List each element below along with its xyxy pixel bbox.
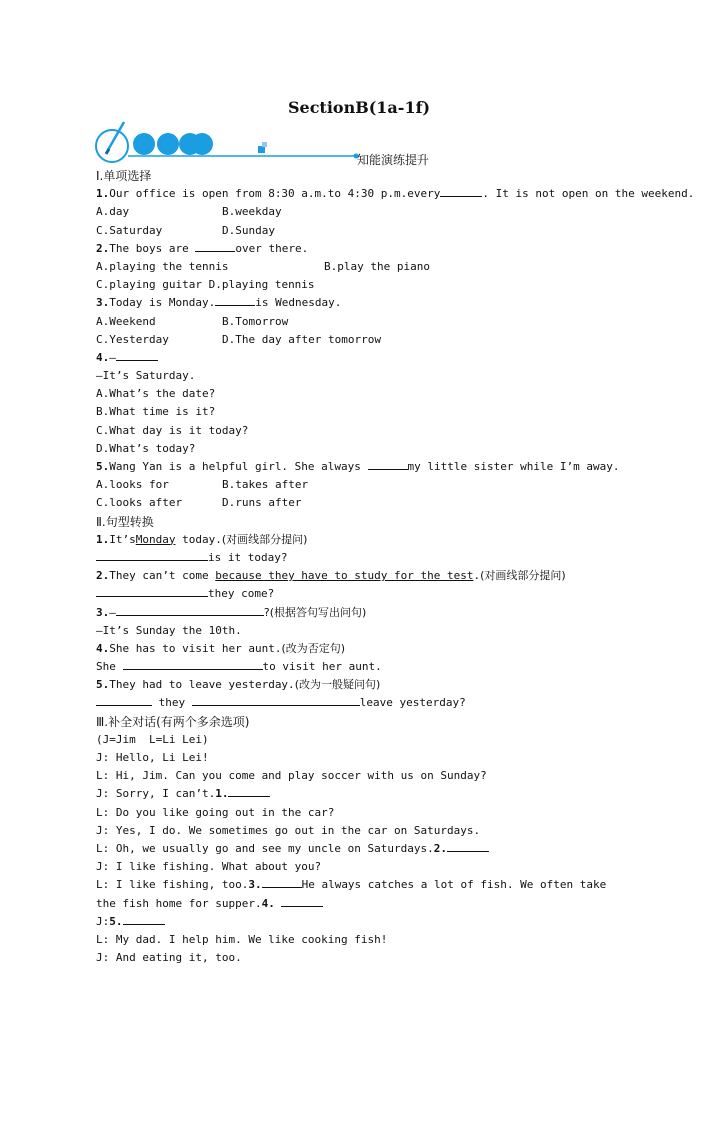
q4-option-b: B.What time is it? [96,405,216,419]
q4-option-c: C.What day is it today? [96,423,249,437]
t2-stem [96,567,620,585]
t3-dash: — [109,605,116,619]
dialogue-blank-2-number: 2. [433,841,448,855]
t5-mid: they [152,696,192,710]
q4-reply: —It’s Saturday. [96,369,196,383]
q2-option-d: D.playing tennis [208,278,315,292]
q3-number: 3. [96,296,110,310]
t2-answer-text: they come? [208,587,275,601]
t5-stem [96,676,620,694]
q1-option-c: C.Saturday [96,223,163,237]
t3-reply: —It’s Sunday the 10th. [96,623,242,637]
q5-option-b: B.takes after [222,478,309,492]
dialogue-line-8-text-b: He always catches a lot of fish. We often take the fish home for supper. [96,878,607,910]
q4-number: 4. [96,350,110,364]
t1-number: 1. [96,532,110,546]
q3-stem [96,294,620,312]
q4-option-d: D.What’s today? [96,441,196,455]
dialogue-blank-2[interactable] [447,840,489,852]
q4-stem [96,349,620,367]
q1-text-a: Our office is open from 8:30 a.m.to 4:30 p.m.every [109,187,441,201]
banner-label: 知能演练提升 [357,153,430,167]
banner-dot-2 [157,133,179,155]
t1-answer-text: is it today? [208,550,288,564]
section-3-heading: Ⅲ.补全对话(有两个多余选项) [96,714,250,729]
dialogue-line-8-text-a: L: I like fishing, too. [96,878,249,892]
dialogue-blank-3[interactable] [262,876,302,888]
dialogue-line-9-text: J: [96,914,110,928]
t1-stem [96,531,620,549]
q1-option-d: D.Sunday [222,223,275,237]
dialogue-line-3-text: J: Sorry, I can’t. [96,787,216,801]
dialogue-line-2: L: Hi, Jim. Can you come and play soccer with us on Sunday? [96,769,487,783]
dialogue-blank-1[interactable] [228,785,270,797]
t1-hint: (对画线部分提问) [221,532,308,546]
banner-square-a [258,146,265,153]
q4-dash: — [109,350,116,364]
q5-option-c: C.looks after [96,496,183,510]
dialogue-line-11: J: And eating it, too. [96,951,242,965]
t5-blank-a[interactable] [96,694,152,706]
q5-options-cd [96,494,620,512]
t2-blank[interactable] [96,585,208,597]
t3-hint: ?(根据答句写出问句) [263,605,367,619]
q1-text-b: . It is not open on the weekend. [482,187,695,201]
banner-square-b [262,142,267,147]
t4-pre: She [96,660,123,674]
t2-number: 2. [96,569,110,583]
t3-number: 3. [96,605,110,619]
page-title: SectionB(1a-1f) [287,98,431,117]
dialogue-blank-3-number: 3. [248,878,262,892]
t4-stem [96,640,620,658]
t4-number: 4. [96,641,110,655]
t4-answer-line [96,658,620,676]
q2-option-c: C.playing guitar [96,278,202,292]
t2-hint: (对画线部分提问) [480,569,566,583]
q5-options-ab [96,476,620,494]
q1-blank[interactable] [440,185,482,197]
q3-option-c: C.Yesterday [96,332,169,346]
t1-pre: It’s [109,532,136,546]
q2-option-b: B.play the piano [324,259,430,273]
t5-hint: (改为一般疑问句) [294,678,381,692]
q3-option-a: A.Weekend [96,314,156,328]
q1-options-ab [96,203,620,221]
exercise-content [96,167,695,967]
q3-option-d: D.The day after tomorrow [222,332,381,346]
q2-options-cd [96,276,620,294]
t5-blank-b[interactable] [192,694,360,706]
dialogue-line-8 [96,876,620,912]
q5-stem [96,458,620,476]
q2-blank[interactable] [195,240,235,252]
q3-options-ab [96,313,620,331]
q5-option-a: A.looks for [96,478,169,492]
q5-blank[interactable] [368,458,408,470]
q3-text-b: is Wednesday. [255,296,342,310]
t1-post: today. [175,532,222,546]
q3-option-b: B.Tomorrow [222,314,289,328]
t2-underlined: because they have to study for the test [215,569,474,583]
t2-post: . [473,569,481,583]
t5-answer-text: leave yesterday? [359,696,466,710]
dialogue-line-6-text: L: Oh, we usually go and see my uncle on Saturdays. [96,841,434,855]
q1-number: 1. [96,187,110,201]
dialogue-line-7: J: I like fishing. What about you? [96,860,322,874]
t4-answer-text: to visit her aunt. [262,660,382,674]
dialogue-line-6 [96,840,620,858]
q3-blank[interactable] [215,294,255,306]
q1-option-a: A.day [96,205,130,219]
section-2-heading: Ⅱ.句型转换 [96,514,154,529]
dialogue-line-9 [96,913,620,931]
dialogue-blank-4[interactable] [281,895,323,907]
dialogue-line-10: L: My dad. I help him. We like cooking fish! [96,932,388,946]
t1-underlined: Monday [135,532,176,546]
t4-hint: (改为否定句) [281,641,346,655]
dialogue-blank-4-number: 4. [261,896,275,910]
q5-text-a: Wang Yan is a helpful girl. She always [109,460,368,473]
q2-text-a: The boys are [109,241,196,255]
q5-number: 5. [96,460,110,473]
q5-option-d: D.runs after [222,496,302,510]
dialogue-legend: (J=Jim L=Li Lei) [96,732,209,746]
t5-text: They had to leave yesterday. [109,678,295,692]
q2-text-b: over there. [235,241,309,255]
t1-answer-line [96,549,620,567]
q4-blank[interactable] [116,349,158,361]
q2-stem [96,240,620,258]
dialogue-blank-1-number: 1. [215,787,229,801]
t4-text: She has to visit her aunt. [109,641,282,655]
t5-answer-line [96,694,620,712]
dialogue-line-1: J: Hello, Li Lei! [96,751,209,765]
t1-blank[interactable] [96,549,208,561]
dialogue-blank-5[interactable] [123,913,165,925]
q1-options-cd [96,222,620,240]
dialogue-blank-5-number: 5. [109,914,123,928]
q5-text-b: my little sister while I’m away. [407,460,620,473]
q2-option-a: A.playing the tennis [96,259,229,273]
q2-options-ab [96,258,620,276]
dialogue-line-5: J: Yes, I do. We sometimes go out in the car on Saturdays. [96,823,481,837]
t2-answer-line [96,585,620,603]
section-1-heading: Ⅰ.单项选择 [96,169,152,183]
q4-option-a: A.What’s the date? [96,387,216,401]
banner-dot-1 [133,133,155,155]
q3-options-cd [96,331,620,349]
q1-stem [96,185,695,203]
dialogue-line-3 [96,785,620,803]
banner-dot-4 [191,133,213,155]
t4-blank[interactable] [123,658,263,670]
banner-emblem-circle [96,130,128,162]
dialogue-line-4: L: Do you like going out in the car? [96,805,335,819]
t3-stem [96,604,620,622]
t3-blank[interactable] [116,604,264,616]
q2-number: 2. [96,241,110,255]
q3-text-a: Today is Monday. [109,296,216,310]
t5-number: 5. [96,678,110,692]
q1-option-b: B.weekday [222,205,282,219]
t2-pre: They can’t come [109,569,216,583]
